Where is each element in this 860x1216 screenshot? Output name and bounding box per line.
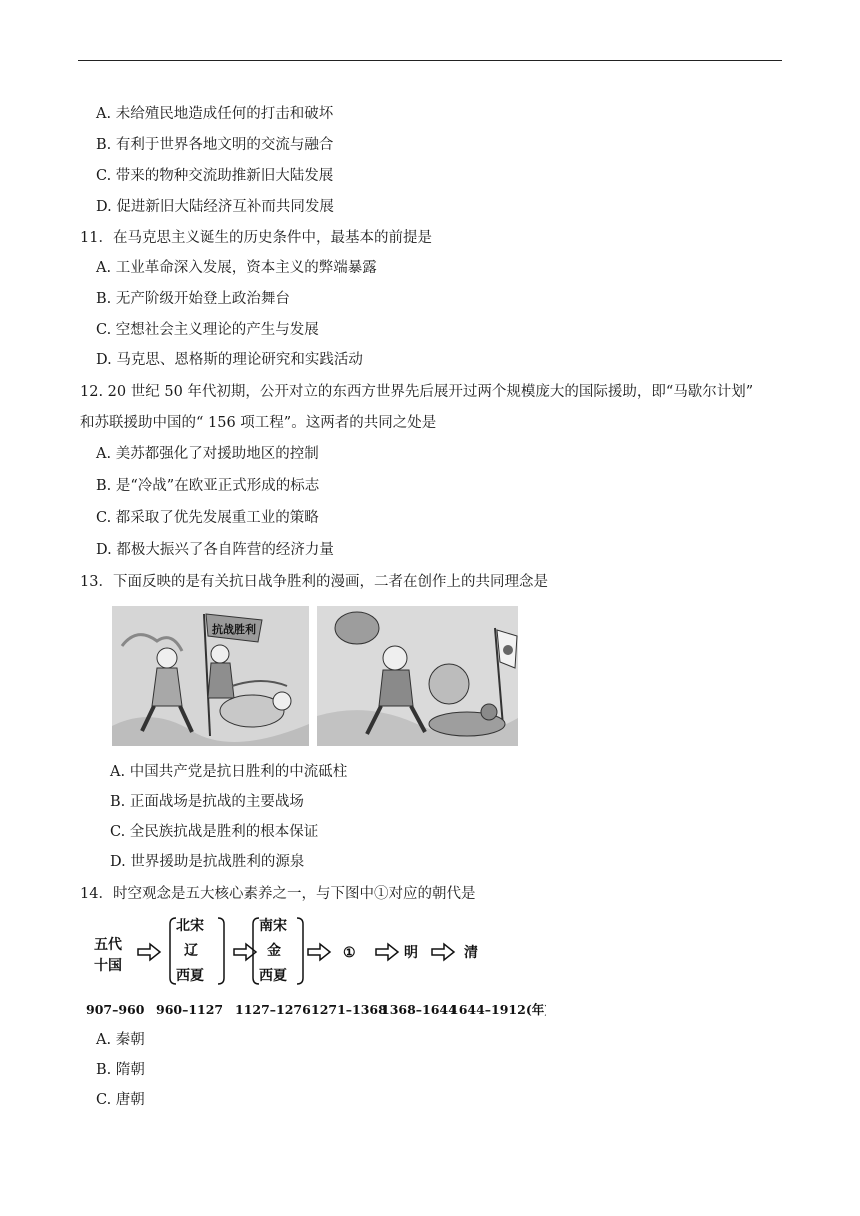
cartoon-left-image	[112, 606, 309, 746]
tl-nansong: 南宋	[259, 918, 287, 934]
tl-liao: 辽	[184, 943, 198, 959]
q14-option-b: B. 隋朝	[96, 1062, 145, 1078]
q11-stem: 11．在马克思主义诞生的历史条件中，最基本的前提是	[80, 230, 432, 246]
tl-xixia-1: 西夏	[176, 968, 204, 984]
arrow-icon	[138, 944, 160, 960]
q14-option-a: A. 秦朝	[96, 1032, 145, 1048]
tl-year-4: 1271–1368	[311, 1002, 387, 1017]
q13-option-a: A. 中国共产党是抗日胜利的中流砥柱	[110, 764, 348, 780]
tl-beisong: 北宋	[176, 918, 204, 934]
tl-year-2: 960–1127	[156, 1002, 224, 1017]
q14-stem: 14．时空观念是五大核心素养之一，与下图中①对应的朝代是	[80, 886, 476, 902]
q10-option-c: C. 带来的物种交流助推新旧大陆发展	[96, 168, 334, 184]
q13-option-d: D. 世界援助是抗战胜利的源泉	[110, 854, 305, 870]
q13-option-c: C. 全民族抗战是胜利的根本保证	[110, 824, 319, 840]
arrow-icon	[376, 944, 398, 960]
q12-option-d: D. 都极大振兴了各自阵营的经济力量	[96, 542, 334, 558]
arrow-icon	[432, 944, 454, 960]
q11-option-a: A. 工业革命深入发展，资本主义的弊端暴露	[96, 260, 377, 276]
tl-xixia-2: 西夏	[259, 968, 287, 984]
q12-option-c: C. 都采取了优先发展重工业的策略	[96, 510, 319, 526]
arrow-icon	[308, 944, 330, 960]
q11-option-d: D. 马克思、恩格斯的理论研究和实践活动	[96, 352, 363, 368]
q12-stem-line2: 和苏联援助中国的“ 156 项工程”。这两者的共同之处是	[80, 415, 437, 431]
q10-option-b: B. 有利于世界各地文明的交流与融合	[96, 137, 334, 153]
q13-stem: 13．下面反映的是有关抗日战争胜利的漫画，二者在创作上的共同理念是	[80, 574, 548, 590]
q14-option-c: C. 唐朝	[96, 1092, 145, 1108]
q12-option-b: B. 是“冷战”在欧亚正式形成的标志	[96, 478, 320, 494]
tl-year-5: 1368–1644	[381, 1002, 457, 1017]
cartoon-left-flag-text: 抗战胜利	[212, 623, 256, 636]
bracket-right-2	[297, 918, 303, 984]
tl-ming: 明	[404, 945, 418, 961]
tl-jin: 金	[267, 943, 281, 959]
q12-stem-line1: 12. 20 世纪 50 年代初期，公开对立的东西方世界先后展开过两个规模庞大的国际援助，即“马歇尔计划”	[80, 384, 754, 400]
cartoon-right-image	[317, 606, 518, 746]
q10-option-d: D. 促进新旧大陆经济互补而共同发展	[96, 199, 334, 215]
tl-qing: 清	[464, 945, 478, 961]
tl-year-1: 907–960	[86, 1002, 145, 1017]
q13-option-b: B. 正面战场是抗战的主要战场	[110, 794, 304, 810]
q10-option-a: A. 未给殖民地造成任何的打击和破坏	[96, 106, 334, 122]
q12-option-a: A. 美苏都强化了对援助地区的控制	[96, 446, 319, 462]
dynasty-timeline-figure	[86, 908, 546, 1023]
tl-wudai-line1: 五代	[94, 937, 122, 953]
tl-year-3: 1127–1276	[235, 1002, 311, 1017]
q11-option-b: B. 无产阶级开始登上政治舞台	[96, 291, 290, 307]
tl-wudai-line2: 十国	[94, 958, 122, 974]
q11-option-c: C. 空想社会主义理论的产生与发展	[96, 322, 319, 338]
bracket-right-1	[218, 918, 224, 984]
header-rule	[78, 60, 782, 61]
tl-marker-1: ①	[343, 945, 356, 961]
tl-year-6: 1644–1912(年)	[450, 1002, 546, 1017]
